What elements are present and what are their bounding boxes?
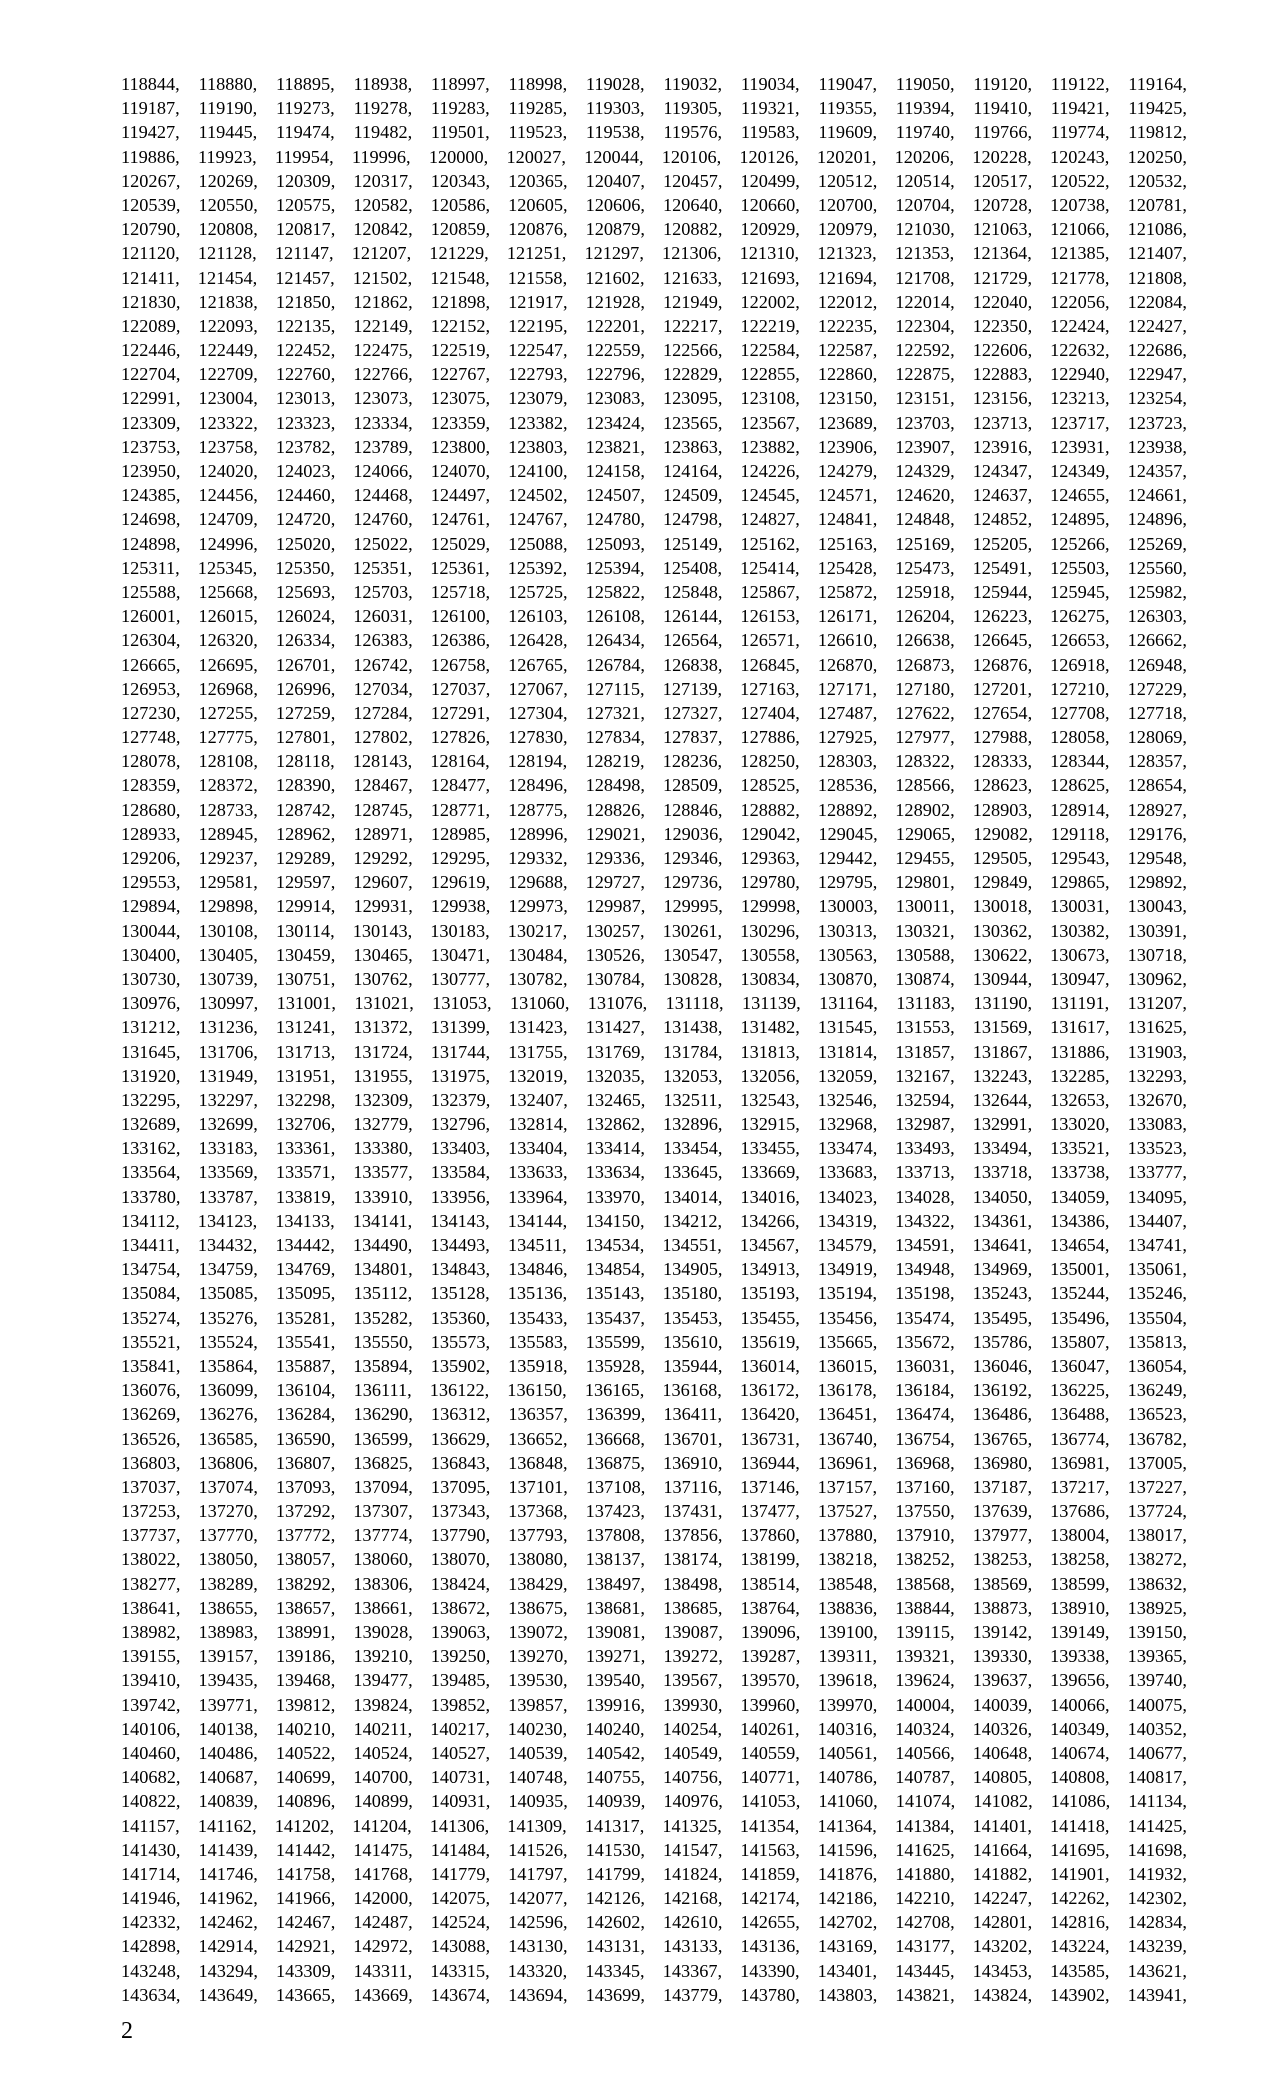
number-line: 142898, 142914, 142921, 142972, 143088, 143130, 143131, 143133, 143136, 143169, 143177, 143202, 143224, 143239, <box>121 1936 1187 1957</box>
number-line: 138982, 138983, 138991, 139028, 139063, 139072, 139081, 139087, 139096, 139100, 139115, 139142, 139149, 139150, <box>121 1622 1187 1642</box>
number-line: 119427, 119445, 119474, 119482, 119501, 119523, 119538, 119576, 119583, 119609, 119740, 119766, 119774, 119812, <box>121 122 1187 143</box>
number-line: 129206, 129237, 129289, 129292, 129295, 129332, 129336, 129346, 129363, 129442, 129455, 129505, 129543, 129548, <box>121 848 1187 868</box>
number-line: 126665, 126695, 126701, 126742, 126758, 126765, 126784, 126838, 126845, 126870, 126873, 126876, 126918, 126948, <box>121 654 1187 675</box>
number-line: 130730, 130739, 130751, 130762, 130777, 130782, 130784, 130828, 130834, 130870, 130874, 130944, 130947, 130962, <box>121 968 1187 989</box>
number-line: 139410, 139435, 139468, 139477, 139485, 139530, 139540, 139567, 139570, 139618, 139624, 139637, 139656, 139740, <box>121 1670 1187 1691</box>
number-line: 131212, 131236, 131241, 131372, 131399, 131423, 131427, 131438, 131482, 131545, 131553, 131569, 131617, 131625, <box>121 1017 1187 1038</box>
number-line: 121411, 121454, 121457, 121502, 121548, 121558, 121602, 121633, 121693, 121694, 121708, 121729, 121778, 121808, <box>121 267 1187 288</box>
number-line: 123309, 123322, 123323, 123334, 123359, 123382, 123424, 123565, 123567, 123689, 123703, 123713, 123717, 123723, <box>121 412 1187 433</box>
number-line: 135084, 135085, 135095, 135112, 135128, 135136, 135143, 135180, 135193, 135194, 135198, 135243, 135244, 135246, <box>121 1283 1187 1304</box>
number-line: 140460, 140486, 140522, 140524, 140527, 140539, 140542, 140549, 140559, 140561, 140566, 140648, 140674, 140677, <box>121 1742 1187 1763</box>
number-line: 119187, 119190, 119273, 119278, 119283, 119285, 119303, 119305, 119321, 119355, 119394, 119410, 119421, 119425, <box>121 98 1187 119</box>
number-line: 135274, 135276, 135281, 135282, 135360, 135433, 135437, 135453, 135455, 135456, 135474, 135495, 135496, 135504, <box>121 1307 1187 1328</box>
number-line: 118844, 118880, 118895, 118938, 118997, 118998, 119028, 119032, 119034, 119047, 119050, 119120, 119122, 119164, <box>121 74 1187 94</box>
number-line: 136803, 136806, 136807, 136825, 136843, 136848, 136875, 136910, 136944, 136961, 136968, 136980, 136981, 137005, <box>121 1452 1187 1473</box>
number-line: 125311, 125345, 125350, 125351, 125361, 125392, 125394, 125408, 125414, 125428, 125473, 125491, 125503, 125560, <box>121 557 1187 578</box>
number-line: 121120, 121128, 121147, 121207, 121229, 121251, 121297, 121306, 121310, 121323, 121353, 121364, 121385, 121407, <box>121 243 1187 264</box>
number-line: 137253, 137270, 137292, 137307, 137343, 137368, 137423, 137431, 137477, 137527, 137550, 137639, 137686, 137724, <box>121 1501 1187 1522</box>
number-line: 133780, 133787, 133819, 133910, 133956, 133964, 133970, 134014, 134016, 134023, 134028, 134050, 134059, 134095, <box>121 1186 1187 1207</box>
number-line: 143634, 143649, 143665, 143669, 143674, 143694, 143699, 143779, 143780, 143803, 143821, 143824, 143902, 143941, <box>121 1984 1187 2005</box>
number-list-block <box>121 72 1187 2007</box>
number-line: 134754, 134759, 134769, 134801, 134843, 134846, 134854, 134905, 134913, 134919, 134948, 134969, 135001, 135061, <box>121 1259 1187 1280</box>
number-line: 122446, 122449, 122452, 122475, 122519, 122547, 122559, 122566, 122584, 122587, 122592, 122606, 122632, 122686, <box>121 340 1187 361</box>
number-line: 119886, 119923, 119954, 119996, 120000, 120027, 120044, 120106, 120126, 120201, 120206, 120228, 120243, 120250, <box>121 146 1187 167</box>
number-line: 132295, 132297, 132298, 132309, 132379, 132407, 132465, 132511, 132543, 132546, 132594, 132644, 132653, 132670, <box>121 1089 1187 1110</box>
number-line: 130044, 130108, 130114, 130143, 130183, 130217, 130257, 130261, 130296, 130313, 130321, 130362, 130382, 130391, <box>121 920 1187 941</box>
number-line: 133564, 133569, 133571, 133577, 133584, 133633, 133634, 133645, 133669, 133683, 133713, 133718, 133738, 133777, <box>121 1162 1187 1183</box>
number-line: 134411, 134432, 134442, 134490, 134493, 134511, 134534, 134551, 134567, 134579, 134591, 134641, 134654, 134741, <box>121 1235 1187 1255</box>
number-line: 122991, 123004, 123013, 123073, 123075, 123079, 123083, 123095, 123108, 123150, 123151, 123156, 123213, 123254, <box>121 388 1187 409</box>
number-line: 127748, 127775, 127801, 127802, 127826, 127830, 127834, 127837, 127886, 127925, 127977, 127988, 128058, 128069, <box>121 727 1187 748</box>
number-line: 128078, 128108, 128118, 128143, 128164, 128194, 128219, 128236, 128250, 128303, 128322, 128333, 128344, 128357, <box>121 751 1187 772</box>
number-line: 121830, 121838, 121850, 121862, 121898, 121917, 121928, 121949, 122002, 122012, 122014, 122040, 122056, 122084, <box>121 291 1187 312</box>
number-line: 136076, 136099, 136104, 136111, 136122, 136150, 136165, 136168, 136172, 136178, 136184, 136192, 136225, 136249, <box>121 1380 1187 1401</box>
number-line: 120539, 120550, 120575, 120582, 120586, 120605, 120606, 120640, 120660, 120700, 120704, 120728, 120738, 120781, <box>121 194 1187 215</box>
number-line: 130976, 130997, 131001, 131021, 131053, 131060, 131076, 131118, 131139, 131164, 131183, 131190, 131191, 131207, <box>121 993 1187 1014</box>
number-line: 141157, 141162, 141202, 141204, 141306, 141309, 141317, 141325, 141354, 141364, 141384, 141401, 141418, 141425, <box>121 1815 1187 1836</box>
number-line: 141946, 141962, 141966, 142000, 142075, 142077, 142126, 142168, 142174, 142186, 142210, 142247, 142262, 142302, <box>121 1888 1187 1909</box>
number-line: 126953, 126968, 126996, 127034, 127037, 127067, 127115, 127139, 127163, 127171, 127180, 127201, 127210, 127229, <box>121 678 1187 699</box>
number-line: 120267, 120269, 120309, 120317, 120343, 120365, 120407, 120457, 120499, 120512, 120514, 120517, 120522, 120532, <box>121 170 1187 191</box>
number-line: 123950, 124020, 124023, 124066, 124070, 124100, 124158, 124164, 124226, 124279, 124329, 124347, 124349, 124357, <box>121 461 1187 481</box>
number-line: 123753, 123758, 123782, 123789, 123800, 123803, 123821, 123863, 123882, 123906, 123907, 123916, 123931, 123938, <box>121 436 1187 457</box>
number-line: 132689, 132699, 132706, 132779, 132796, 132814, 132862, 132896, 132915, 132968, 132987, 132991, 133020, 133083, <box>121 1114 1187 1135</box>
number-line: 136526, 136585, 136590, 136599, 136629, 136652, 136668, 136701, 136731, 136740, 136754, 136765, 136774, 136782, <box>121 1428 1187 1449</box>
number-line: 135841, 135864, 135887, 135894, 135902, 135918, 135928, 135944, 136014, 136015, 136031, 136046, 136047, 136054, <box>121 1355 1187 1376</box>
number-line: 128680, 128733, 128742, 128745, 128771, 128775, 128826, 128846, 128882, 128892, 128902, 128903, 128914, 128927, <box>121 799 1187 820</box>
number-line: 124698, 124709, 124720, 124760, 124761, 124767, 124780, 124798, 124827, 124841, 124848, 124852, 124895, 124896, <box>121 509 1187 530</box>
number-line: 133162, 133183, 133361, 133380, 133403, 133404, 133414, 133454, 133455, 133474, 133493, 133494, 133521, 133523, <box>121 1138 1187 1159</box>
number-line: 131645, 131706, 131713, 131724, 131744, 131755, 131769, 131784, 131813, 131814, 131857, 131867, 131886, 131903, <box>121 1041 1187 1062</box>
number-line: 136269, 136276, 136284, 136290, 136312, 136357, 136399, 136411, 136420, 136451, 136474, 136486, 136488, 136523, <box>121 1404 1187 1425</box>
number-line: 139742, 139771, 139812, 139824, 139852, 139857, 139916, 139930, 139960, 139970, 140004, 140039, 140066, 140075, <box>121 1694 1187 1715</box>
number-line: 142332, 142462, 142467, 142487, 142524, 142596, 142602, 142610, 142655, 142702, 142708, 142801, 142816, 142834, <box>121 1912 1187 1933</box>
number-line: 139155, 139157, 139186, 139210, 139250, 139270, 139271, 139272, 139287, 139311, 139321, 139330, 139338, 139365, <box>121 1646 1187 1667</box>
number-line: 137737, 137770, 137772, 137774, 137790, 137793, 137808, 137856, 137860, 137880, 137910, 137977, 138004, 138017, <box>121 1525 1187 1546</box>
number-line: 125588, 125668, 125693, 125703, 125718, 125725, 125822, 125848, 125867, 125872, 125918, 125944, 125945, 125982, <box>121 581 1187 602</box>
number-line: 137037, 137074, 137093, 137094, 137095, 137101, 137108, 137116, 137146, 137157, 137160, 137187, 137217, 137227, <box>121 1476 1187 1497</box>
number-line: 126304, 126320, 126334, 126383, 126386, 126428, 126434, 126564, 126571, 126610, 126638, 126645, 126653, 126662, <box>121 630 1187 651</box>
number-line: 143248, 143294, 143309, 143311, 143315, 143320, 143345, 143367, 143390, 143401, 143445, 143453, 143585, 143621, <box>121 1960 1187 1981</box>
number-line: 129894, 129898, 129914, 129931, 129938, 129973, 129987, 129995, 129998, 130003, 130011, 130018, 130031, 130043, <box>121 896 1187 917</box>
number-line: 138641, 138655, 138657, 138661, 138672, 138675, 138681, 138685, 138764, 138836, 138844, 138873, 138910, 138925, <box>121 1597 1187 1618</box>
number-line: 122704, 122709, 122760, 122766, 122767, 122793, 122796, 122829, 122855, 122860, 122875, 122883, 122940, 122947, <box>121 364 1187 385</box>
number-line: 120790, 120808, 120817, 120842, 120859, 120876, 120879, 120882, 120929, 120979, 121030, 121063, 121066, 121086, <box>121 219 1187 240</box>
number-line: 141430, 141439, 141442, 141475, 141484, 141526, 141530, 141547, 141563, 141596, 141625, 141664, 141695, 141698, <box>121 1839 1187 1860</box>
number-line: 128359, 128372, 128390, 128467, 128477, 128496, 128498, 128509, 128525, 128536, 128566, 128623, 128625, 128654, <box>121 775 1187 796</box>
number-line: 138022, 138050, 138057, 138060, 138070, 138080, 138137, 138174, 138199, 138218, 138252, 138253, 138258, 138272, <box>121 1549 1187 1570</box>
number-line: 127230, 127255, 127259, 127284, 127291, 127304, 127321, 127327, 127404, 127487, 127622, 127654, 127708, 127718, <box>121 702 1187 723</box>
number-line: 126001, 126015, 126024, 126031, 126100, 126103, 126108, 126144, 126153, 126171, 126204, 126223, 126275, 126303, <box>121 606 1187 627</box>
number-line: 131920, 131949, 131951, 131955, 131975, 132019, 132035, 132053, 132056, 132059, 132167, 132243, 132285, 132293, <box>121 1065 1187 1086</box>
number-line: 129553, 129581, 129597, 129607, 129619, 129688, 129727, 129736, 129780, 129795, 129801, 129849, 129865, 129892, <box>121 872 1187 893</box>
number-line: 138277, 138289, 138292, 138306, 138424, 138429, 138497, 138498, 138514, 138548, 138568, 138569, 138599, 138632, <box>121 1573 1187 1594</box>
number-line: 141714, 141746, 141758, 141768, 141779, 141797, 141799, 141824, 141859, 141876, 141880, 141882, 141901, 141932, <box>121 1863 1187 1884</box>
number-line: 140106, 140138, 140210, 140211, 140217, 140230, 140240, 140254, 140261, 140316, 140324, 140326, 140349, 140352, <box>121 1718 1187 1739</box>
number-line: 128933, 128945, 128962, 128971, 128985, 128996, 129021, 129036, 129042, 129045, 129065, 129082, 129118, 129176, <box>121 823 1187 844</box>
number-line: 124898, 124996, 125020, 125022, 125029, 125088, 125093, 125149, 125162, 125163, 125169, 125205, 125266, 125269, <box>121 533 1187 554</box>
number-line: 124385, 124456, 124460, 124468, 124497, 124502, 124507, 124509, 124545, 124571, 124620, 124637, 124655, 124661, <box>121 485 1187 506</box>
number-line: 140682, 140687, 140699, 140700, 140731, 140748, 140755, 140756, 140771, 140786, 140787, 140805, 140808, 140817, <box>121 1767 1187 1788</box>
number-line: 135521, 135524, 135541, 135550, 135573, 135583, 135599, 135610, 135619, 135665, 135672, 135786, 135807, 135813, <box>121 1331 1187 1352</box>
page-number: 2 <box>121 2018 133 2044</box>
number-line: 122089, 122093, 122135, 122149, 122152, 122195, 122201, 122217, 122219, 122235, 122304, 122350, 122424, 122427, <box>121 315 1187 336</box>
number-line: 140822, 140839, 140896, 140899, 140931, 140935, 140939, 140976, 141053, 141060, 141074, 141082, 141086, 141134, <box>121 1791 1187 1812</box>
number-line: 130400, 130405, 130459, 130465, 130471, 130484, 130526, 130547, 130558, 130563, 130588, 130622, 130673, 130718, <box>121 944 1187 965</box>
number-line: 134112, 134123, 134133, 134141, 134143, 134144, 134150, 134212, 134266, 134319, 134322, 134361, 134386, 134407, <box>121 1210 1187 1231</box>
